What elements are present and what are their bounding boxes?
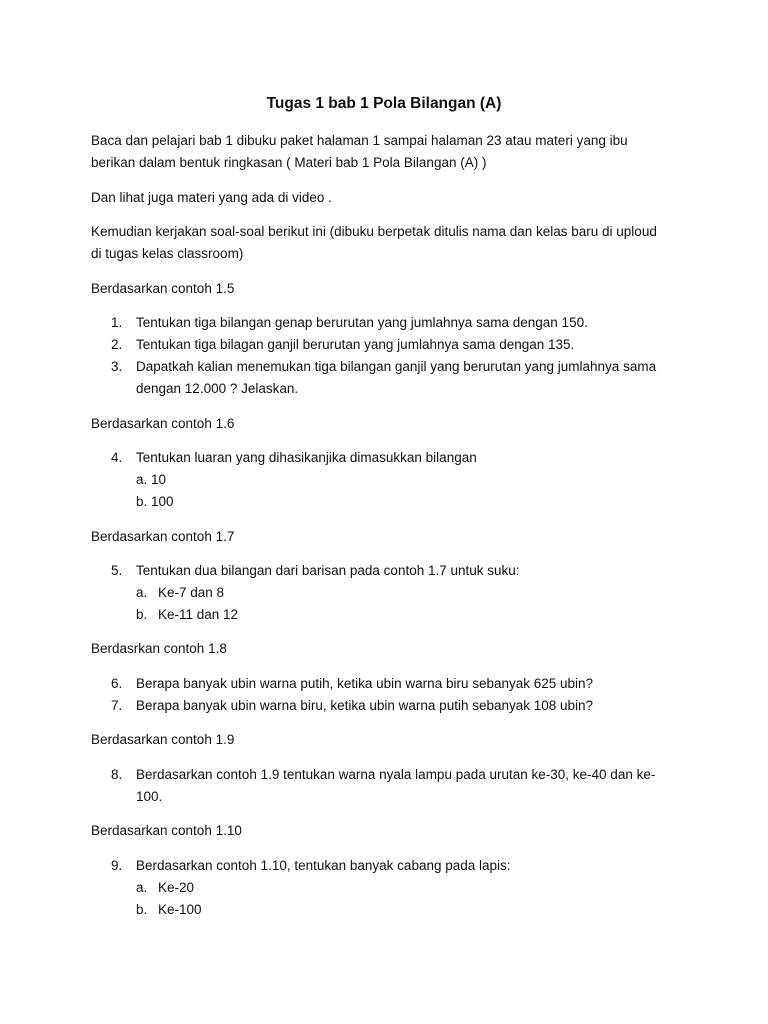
- intro-video: Dan lihat juga materi yang ada di video .: [91, 190, 332, 205]
- item-text: Tentukan tiga bilangan genap berurutan yang jumlahnya sama dengan 150.: [136, 315, 588, 330]
- item-number: 2.: [111, 337, 123, 352]
- section-heading: Berdasarkan contoh 1.6: [91, 416, 235, 431]
- sub-item-text: Ke-20: [158, 880, 195, 895]
- intro-task-line-1: Kemudian kerjakan soal-soal berikut ini (dibuku berpetak ditulis nama dan kelas baru di uploud: [91, 224, 657, 239]
- sub-item: a. 10: [136, 472, 167, 487]
- item-number: 3.: [111, 359, 123, 374]
- item-number: 4.: [111, 450, 123, 465]
- sub-item: b. 100: [136, 494, 174, 509]
- item-text: Tentukan tiga bilagan ganjil berurutan yang jumlahnya sama dengan 135.: [136, 337, 575, 352]
- item-number: 9.: [111, 858, 123, 873]
- item-number: 5.: [111, 563, 123, 578]
- item-text: Dapatkah kalian menemukan tiga bilangan ganjil yang berurutan yang jumlahnya sama: [136, 359, 657, 374]
- item-text: Berapa banyak ubin warna putih, ketika ubin warna biru sebanyak 625 ubin?: [136, 676, 594, 691]
- section-heading: Berdasrkan contoh 1.8: [91, 641, 227, 656]
- item-number: 1.: [111, 315, 123, 330]
- item-number: 8.: [111, 767, 123, 782]
- item-number: 7.: [111, 698, 123, 713]
- page-title: Tugas 1 bab 1 Pola Bilangan (A): [266, 95, 502, 112]
- sub-item-letter: a.: [136, 585, 148, 600]
- section-heading: Berdasarkan contoh 1.5: [91, 281, 235, 296]
- item-text: Tentukan dua bilangan dari barisan pada contoh 1.7 untuk suku:: [136, 563, 520, 578]
- item-text: Berapa banyak ubin warna biru, ketika ubin warna putih sebanyak 108 ubin?: [136, 698, 594, 713]
- sub-item-text: Ke-11 dan 12: [158, 607, 239, 622]
- intro-task-line-2: di tugas kelas classroom): [91, 246, 244, 261]
- item-text-continued: dengan 12.000 ? Jelaskan.: [136, 381, 299, 396]
- sub-item-letter: b.: [136, 607, 148, 622]
- intro-line-1: Baca dan pelajari bab 1 dibuku paket halaman 1 sampai halaman 23 atau materi yang ibu: [91, 133, 628, 148]
- section-heading: Berdasarkan contoh 1.9: [91, 732, 235, 747]
- sub-item-text: Ke-100: [158, 902, 202, 917]
- sub-item-text: Ke-7 dan 8: [158, 585, 225, 600]
- item-text: Berdasarkan contoh 1.10, tentukan banyak cabang pada lapis:: [136, 858, 511, 873]
- item-number: 6.: [111, 676, 123, 691]
- sub-item-letter: b.: [136, 902, 148, 917]
- sub-item-letter: a.: [136, 880, 148, 895]
- item-text: Tentukan luaran yang dihasikanjika dimasukkan bilangan: [136, 450, 477, 465]
- intro-line-2: berikan dalam bentuk ringkasan ( Materi bab 1 Pola Bilangan (A) ): [91, 155, 487, 170]
- section-heading: Berdasarkan contoh 1.7: [91, 529, 235, 544]
- section-heading: Berdasarkan contoh 1.10: [91, 823, 242, 838]
- item-text-continued: 100.: [136, 789, 163, 804]
- item-text: Berdasarkan contoh 1.9 tentukan warna nyala lampu pada urutan ke-30, ke-40 dan ke-: [136, 767, 656, 782]
